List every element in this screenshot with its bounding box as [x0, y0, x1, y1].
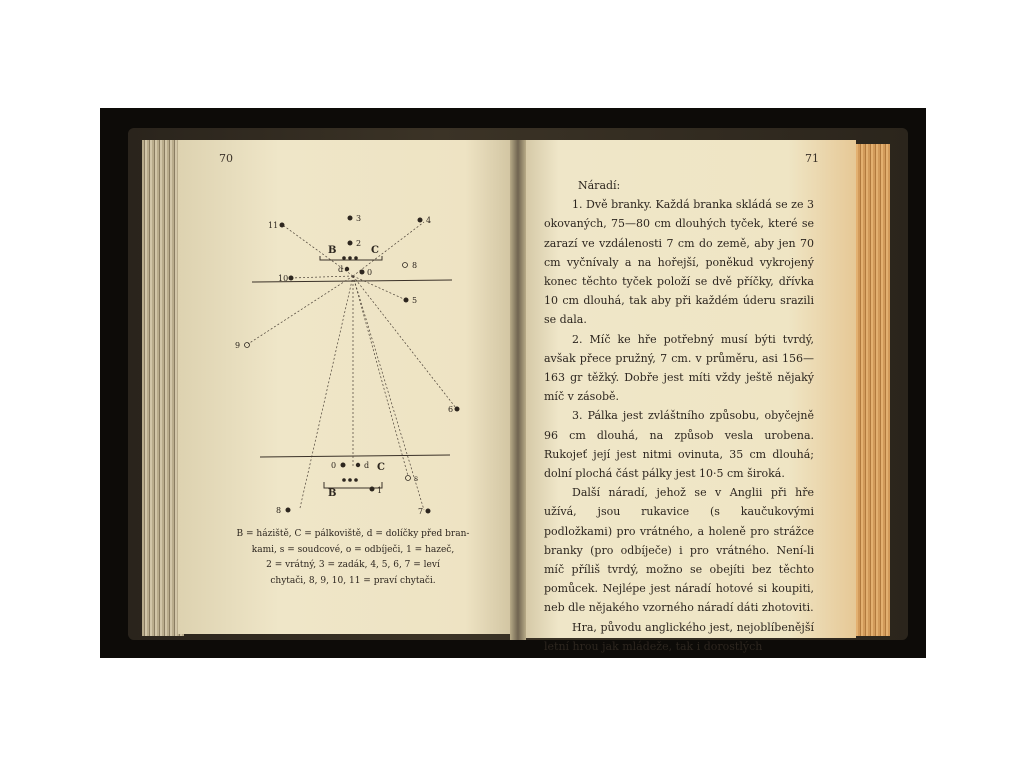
label-8-bottom: 8 [276, 506, 282, 515]
player-10-marker [289, 276, 294, 281]
caption-line: kami, s = soudcové, o = odbíječi, 1 = hazeč, [251, 544, 455, 555]
right-page-text [544, 176, 814, 656]
label-4: 4 [426, 216, 432, 225]
label-11: 11 [268, 221, 279, 230]
player-2-marker [348, 241, 353, 246]
player-1-marker [370, 487, 375, 492]
player-11-marker [280, 223, 285, 228]
player-4-marker [418, 218, 423, 223]
player-8-marker [286, 508, 291, 513]
player-5-marker [404, 298, 409, 303]
player-7-marker [426, 509, 431, 514]
label-s-bottom: s [414, 474, 419, 483]
caption-line: B = háziště, C = pálkoviště, d = dolíčky před bran- [236, 529, 470, 539]
label-d-bottom: d [364, 461, 370, 470]
label-d-top: d [338, 265, 344, 274]
section-heading: Náradí: [578, 179, 621, 192]
label-6: 6 [448, 405, 454, 414]
player-3-marker [348, 216, 353, 221]
top-stump [348, 256, 352, 260]
label-1: 1 [377, 486, 383, 495]
label-7: 7 [418, 507, 424, 516]
label-B-bottom: B [328, 488, 337, 499]
umpire-top-marker [403, 263, 408, 268]
dolicek-bottom-marker [356, 463, 360, 467]
label-C-top: C [371, 245, 379, 256]
right-page-number: 71 [805, 152, 819, 165]
dashed-lines [248, 222, 456, 510]
player-0-top-marker [360, 270, 365, 275]
paragraph: 1. Dvě branky. Každá branka skládá se ze 3 okovaných, 75—80 cm dlouhých tyček, které se zarazí ve vzdálenosti 7 cm do země, aby jen 70 cm vyčnívaly a na hořejší, poněkud vykrojený konec těchto tyček položí se dvě příčky, dřívka 10 cm dlouhá, tak aby při každém úderu srazili se dala. [544, 198, 814, 327]
caption-line: 2 = vrátný, 3 = zadák, 4, 5, 6, 7 = leví [266, 560, 440, 570]
left-page-number: 70 [219, 152, 233, 165]
top-stump [342, 256, 346, 260]
top-stump [354, 256, 358, 260]
player-0-bottom-marker [341, 463, 346, 468]
paragraph: Další náradí, jehož se v Anglii při hře užívá, jsou rukavice (s kaučukovými podložkami) pro vrátného, a holeně pro strážce branky (pro odbíječe) i pro vrátného. Není-li míč příliš tvrdý, možno se obejíti bez těchto pomůcek. Nejlépe jest náradí hotové si koupiti, neb dle nějakého vzorného náradí dáti zhotoviti. [544, 486, 814, 615]
player-9-marker [245, 343, 250, 348]
label-2: 2 [356, 239, 362, 248]
label-B-top: B [328, 245, 337, 256]
paragraph: Hra, původu anglického jest, nejoblíbenější letní hrou jak mládeže, tak i dorostlých [544, 620, 814, 653]
label-9: 9 [235, 341, 241, 350]
dolicek-top-marker [345, 267, 349, 271]
caption-line: chytači, 8, 9, 10, 11 = praví chytači. [270, 575, 436, 586]
bottom-stump [354, 478, 358, 482]
label-3: 3 [356, 214, 362, 223]
paragraph: 2. Míč ke hře potřebný musí býti tvrdý, avšak přece pružný, 7 cm. v průměru, asi 156—163 gr těžký. Dobře jest míti vždy ještě nějaký míč v zásobě. [544, 332, 814, 404]
cricket-field-diagram [188, 196, 508, 526]
label-0-top: 0 [367, 268, 373, 277]
bottom-crease-line [260, 455, 450, 457]
book-gutter [510, 140, 526, 640]
label-0-bottom: 0 [331, 461, 337, 470]
bottom-stump [348, 478, 352, 482]
label-5: 5 [412, 296, 418, 305]
label-C-bottom: C [377, 462, 385, 473]
label-8-top: 8 [412, 261, 418, 270]
bottom-stump [342, 478, 346, 482]
umpire-bottom-marker [406, 476, 411, 481]
label-10: 10 [278, 274, 289, 283]
player-6-marker [455, 407, 460, 412]
paragraph: 3. Pálka jest zvláštního způsobu, obyčejně 96 cm dlouhá, na způsob vesla urobena. Rukojeť její jest nitmi ovinuta, 35 cm dlouhá; dolní plochá část pálky jest 10·5 cm široká. [544, 409, 814, 481]
diagram-caption [218, 527, 488, 589]
